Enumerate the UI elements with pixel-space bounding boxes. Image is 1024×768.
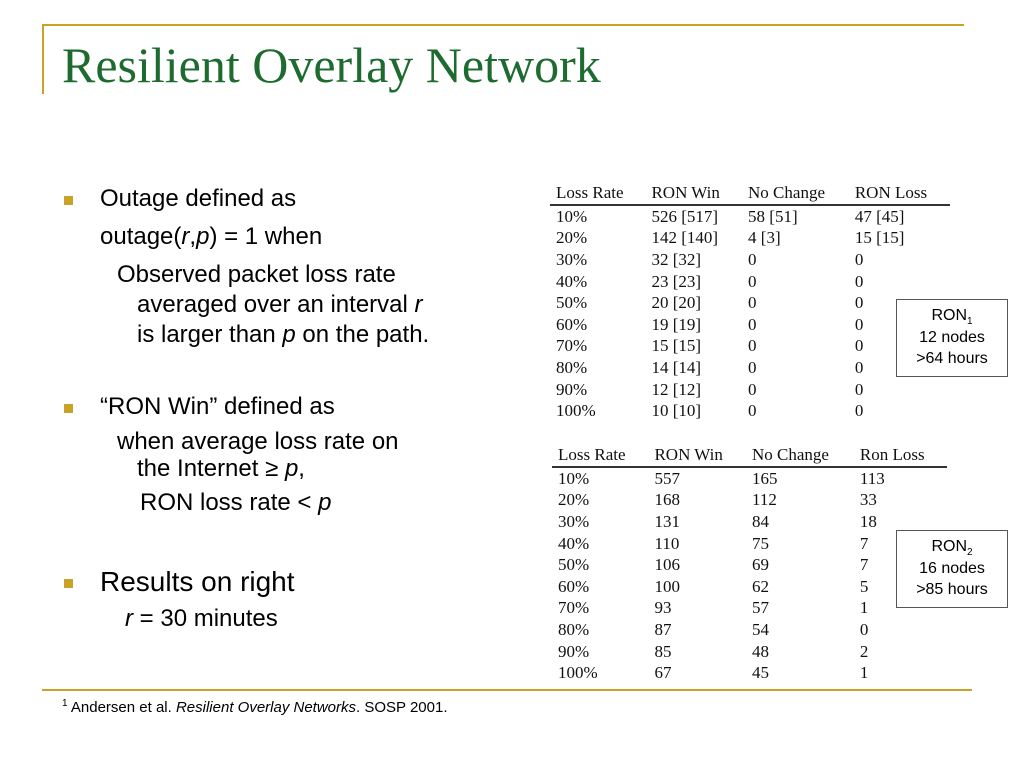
table-cell: 5 [859, 576, 869, 596]
table-cell: 100% [556, 401, 596, 421]
footnote-marker: 1 [62, 698, 68, 709]
table-row [552, 641, 947, 663]
table-cell: 15 [15] [854, 228, 905, 248]
box-title [897, 306, 1007, 328]
formula-part: outage( [100, 223, 182, 250]
ron1-info-box [896, 299, 1008, 377]
left-rule [42, 24, 44, 94]
box-name: RON [931, 307, 967, 324]
text-part: averaged over an interval [137, 291, 415, 318]
text-part: = 30 minutes [133, 605, 278, 632]
text-part: RON loss rate < [140, 489, 319, 516]
table-row [552, 619, 947, 641]
bullet-marker-1 [64, 196, 73, 205]
footer-rule [42, 689, 972, 691]
var-r: r [125, 605, 133, 632]
table-cell: 48 [752, 641, 770, 661]
bullet-3-text: Results on right [100, 566, 295, 597]
box-title [897, 537, 1007, 559]
footnote-venue: . SOSP 2001. [356, 699, 448, 716]
table-cell: 0 [854, 357, 864, 377]
table-cell: 87 [654, 619, 672, 639]
var-r: r [414, 291, 423, 318]
results-table-ron2 [552, 444, 947, 684]
table-cell: 0 [854, 401, 864, 421]
table-cell: 0 [748, 379, 757, 399]
table-cell: 69 [752, 555, 770, 575]
table-header-cell: No Change [748, 182, 825, 202]
table-cell: 84 [752, 511, 770, 531]
table-header-cell: RON Win [651, 182, 720, 202]
table-cell: 20 [20] [651, 293, 702, 313]
table-header-cell: RON Loss [854, 182, 928, 202]
table-row [550, 336, 950, 358]
table-cell: 7 [859, 533, 869, 553]
table-cell: 0 [859, 619, 869, 639]
table-cell: 0 [854, 379, 864, 399]
table-cell: 0 [748, 314, 757, 334]
table-row [552, 490, 947, 512]
top-rule [42, 24, 964, 26]
footnote-authors: Andersen et al. [67, 699, 176, 716]
table-cell: 557 [654, 468, 680, 488]
table-row [552, 576, 947, 598]
table-cell: 19 [19] [651, 314, 702, 334]
table-cell: 0 [854, 293, 864, 313]
table-cell: 60% [558, 576, 590, 596]
table-cell: 45 [752, 663, 770, 683]
table-cell: 58 [51] [748, 206, 798, 226]
table-cell: 40% [558, 533, 590, 553]
text-part: is larger than [137, 321, 283, 348]
box-subscript: 1 [967, 316, 973, 328]
table-cell: 50% [558, 555, 590, 575]
table-cell: 47 [45] [854, 206, 905, 226]
table-cell: 30% [558, 511, 590, 531]
table-cell: 93 [654, 598, 672, 618]
table-cell: 60% [556, 314, 588, 334]
table-row [552, 511, 947, 533]
table-cell: 106 [654, 555, 680, 575]
table-cell: 1 [859, 598, 869, 618]
table-cell: 1 [859, 663, 869, 683]
table-cell: 70% [558, 598, 590, 618]
table-cell: 54 [752, 619, 770, 639]
table-cell: 2 [859, 641, 869, 661]
ron2-info-box [896, 530, 1008, 608]
box-subscript: 2 [967, 547, 973, 559]
bullet-marker-2 [64, 404, 73, 413]
formula-var-p: p [196, 223, 210, 250]
footnote [62, 698, 447, 716]
table-row [550, 379, 950, 401]
table-cell: 20% [556, 228, 588, 248]
table-cell: 0 [748, 336, 757, 356]
box-duration: >85 hours [916, 580, 988, 598]
table-cell: 0 [748, 249, 757, 269]
table-cell: 57 [752, 598, 770, 618]
var-p: p [282, 321, 296, 348]
table-header-cell: Ron Loss [859, 444, 925, 464]
bullet-3-sub-1 [125, 605, 278, 634]
table-cell: 20% [558, 490, 590, 510]
bullet-2-sub-1: when average loss rate on [117, 428, 399, 455]
bullet-1-formula [100, 223, 322, 252]
table-cell: 110 [654, 533, 680, 553]
table-cell: 62 [752, 576, 770, 596]
table-cell: 67 [654, 663, 672, 683]
table-row [550, 249, 950, 271]
table-cell: 0 [748, 293, 757, 313]
bullet-marker-3 [64, 579, 73, 588]
table-cell: 80% [558, 619, 590, 639]
table-header-cell: RON Win [654, 444, 723, 464]
table-cell: 90% [558, 641, 590, 661]
table-cell: 526 [517] [651, 206, 719, 226]
table-header-cell: No Change [752, 444, 829, 464]
table-cell: 0 [748, 401, 757, 421]
footnote-paper-title: Resilient Overlay Networks [175, 699, 357, 716]
table-row [550, 271, 950, 293]
table-cell: 15 [15] [651, 336, 702, 356]
results-table-ron1 [550, 182, 950, 422]
table-header-cell: Loss Rate [558, 444, 626, 464]
table-cell: 0 [854, 271, 864, 291]
table-cell: 32 [32] [651, 249, 702, 269]
table-cell: 30% [556, 249, 588, 269]
table-cell: 142 [140] [651, 228, 719, 248]
table-cell: 23 [23] [651, 271, 702, 291]
table-cell: 165 [752, 468, 778, 488]
table-row [550, 292, 950, 314]
table-cell: 90% [556, 379, 588, 399]
table-cell: 70% [556, 336, 588, 356]
text-part: , [298, 455, 305, 482]
table-cell: 0 [748, 357, 757, 377]
box-duration: >64 hours [916, 349, 988, 367]
formula-part: ) = 1 when [209, 223, 323, 250]
text-part: on the path. [295, 321, 430, 348]
bullet-1-sub-1: Observed packet loss rate [117, 261, 396, 288]
table-header-row [552, 444, 947, 467]
table-cell: 4 [3] [748, 228, 781, 248]
text-part: the Internet ≥ [137, 455, 285, 482]
formula-var-r: r [181, 223, 190, 250]
table-cell: 75 [752, 533, 770, 553]
table-row [550, 205, 950, 228]
table-cell: 0 [854, 336, 864, 356]
table-cell: 112 [752, 490, 777, 510]
formula-part: , [189, 223, 197, 250]
table-cell: 7 [859, 555, 869, 575]
table-cell: 168 [654, 490, 680, 510]
box-nodes: 16 nodes [919, 560, 985, 578]
table-cell: 0 [854, 314, 864, 334]
table-cell: 100% [558, 663, 598, 683]
table-row [550, 400, 950, 422]
slide-title: Resilient Overlay Network [62, 37, 601, 93]
table-row [550, 228, 950, 250]
table-row [552, 467, 947, 490]
bullet-2-text: “RON Win” defined as [100, 393, 335, 420]
box-name: RON [931, 538, 967, 555]
table-cell: 10% [556, 206, 588, 226]
table-header-row [550, 182, 950, 205]
table-cell: 0 [748, 271, 757, 291]
table-cell: 10% [558, 468, 590, 488]
table-cell: 33 [859, 490, 877, 510]
table-cell: 12 [12] [651, 379, 702, 399]
bullet-1-text: Outage defined as [100, 185, 297, 212]
table-row [550, 357, 950, 379]
table-cell: 113 [859, 468, 885, 488]
table-cell: 50% [556, 293, 588, 313]
table-cell: 40% [556, 271, 588, 291]
table-row [552, 598, 947, 620]
table-cell: 100 [654, 576, 680, 596]
table-cell: 131 [654, 511, 680, 531]
table-cell: 0 [854, 249, 864, 269]
bullet-2-sub-3 [140, 489, 331, 518]
box-nodes: 12 nodes [919, 329, 985, 347]
table-cell: 18 [859, 511, 877, 531]
table-cell: 85 [654, 641, 672, 661]
table-cell: 10 [10] [651, 401, 702, 421]
table-header-cell: Loss Rate [556, 182, 624, 202]
bullet-1-sub-2 [137, 291, 423, 320]
table-row [550, 314, 950, 336]
bullet-1-sub-3 [137, 321, 429, 350]
table-row [552, 533, 947, 555]
table-cell: 80% [556, 357, 588, 377]
table-row [552, 662, 947, 684]
var-p: p [284, 455, 299, 482]
bullet-2-sub-2 [137, 455, 305, 484]
var-p: p [318, 489, 332, 516]
table-cell: 14 [14] [651, 357, 702, 377]
table-row [552, 554, 947, 576]
